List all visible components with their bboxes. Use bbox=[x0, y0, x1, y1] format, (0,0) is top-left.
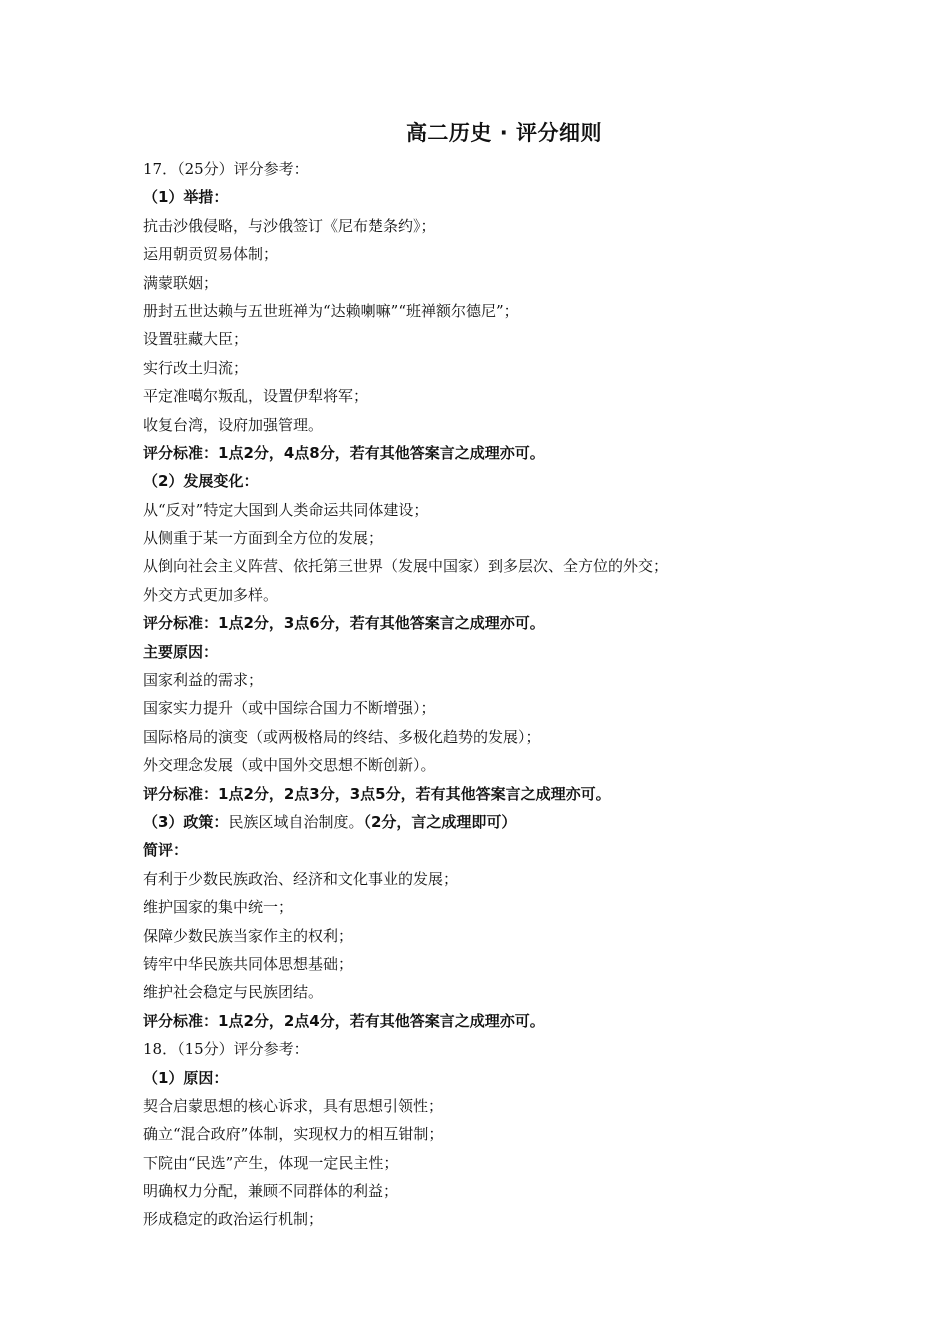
policy-answer: 民族区域自治制度。 bbox=[228, 812, 364, 831]
answer-line: 从倒向社会主义阵营、依托第三世界（发展中国家）到多层次、全方位的外交； bbox=[143, 557, 669, 576]
answer-line: 维护国家的集中统一； bbox=[143, 898, 294, 917]
answer-line: 铸牢中华民族共同体思想基础； bbox=[143, 954, 354, 973]
answer-line: 契合启蒙思想的核心诉求，具有思想引领性； bbox=[143, 1096, 444, 1115]
answer-line: 平定准噶尔叛乱，设置伊犁将军； bbox=[143, 387, 369, 406]
subsection-1-heading: （1）举措： bbox=[143, 188, 229, 207]
policy-score-note: （2分，言之成理即可） bbox=[363, 812, 517, 831]
answer-line: 外交理念发展（或中国外交思想不断创新）。 bbox=[143, 756, 436, 775]
answer-line: 国家实力提升（或中国综合国力不断增强）； bbox=[143, 699, 436, 718]
subsection-3-policy bbox=[143, 808, 863, 836]
subsection-1-heading: （1）原因： bbox=[143, 1068, 229, 1087]
subsection-2-heading: （2）发展变化： bbox=[143, 472, 259, 491]
section-17-header: 17．（25分）评分参考： bbox=[143, 160, 309, 178]
policy-label: （3）政策： bbox=[143, 812, 229, 831]
answer-line: 维护社会稳定与民族团结。 bbox=[143, 983, 324, 1002]
answer-line: 抗击沙俄侵略，与沙俄签订《尼布楚条约》； bbox=[143, 216, 436, 235]
answer-line: 下院由“民选”产生，体现一定民主性； bbox=[143, 1153, 399, 1172]
answer-line: 国家利益的需求； bbox=[143, 671, 264, 690]
main-reasons-heading: 主要原因： bbox=[143, 642, 219, 661]
answer-line: 运用朝贡贸易体制； bbox=[143, 245, 279, 264]
answer-line: 实行改土归流； bbox=[143, 358, 249, 377]
answer-line: 收复台湾，设府加强管理。 bbox=[143, 415, 324, 434]
page-title: 高二历史 · 评分细则 bbox=[405, 121, 603, 145]
answer-line: 国际格局的演变（或两极格局的终结、多极化趋势的发展）； bbox=[143, 727, 541, 746]
answer-line: 从侧重于某一方面到全方位的发展； bbox=[143, 529, 384, 548]
answer-line: 保障少数民族当家作主的权利； bbox=[143, 926, 354, 945]
section-18-header: 18．（15分）评分参考： bbox=[143, 1040, 309, 1059]
answer-line: 形成稳定的政治运行机制； bbox=[143, 1210, 324, 1229]
answer-line: 册封五世达赖与五世班禅为“达赖喇嘛”“班禅额尔德尼”； bbox=[143, 301, 519, 320]
scoring-standard: 评分标准：1点2分，2点4分，若有其他答案言之成理亦可。 bbox=[143, 1011, 545, 1030]
answer-line: 设置驻藏大臣； bbox=[143, 330, 249, 349]
answer-line: 明确权力分配，兼顾不同群体的利益； bbox=[143, 1182, 399, 1201]
document-body bbox=[143, 155, 863, 1234]
scoring-standard: 评分标准：1点2分，2点3分，3点5分，若有其他答案言之成理亦可。 bbox=[143, 784, 611, 803]
brief-comment-heading: 简评： bbox=[143, 841, 189, 860]
answer-line: 满蒙联姻； bbox=[143, 273, 219, 292]
answer-line: 确立“混合政府”体制，实现权力的相互钳制； bbox=[143, 1125, 444, 1144]
scoring-standard: 评分标准：1点2分，3点6分，若有其他答案言之成理亦可。 bbox=[143, 614, 545, 633]
scoring-standard: 评分标准：1点2分，4点8分，若有其他答案言之成理亦可。 bbox=[143, 443, 545, 462]
answer-line: 从“反对”特定大国到人类命运共同体建设； bbox=[143, 500, 429, 519]
answer-line: 有利于少数民族政治、经济和文化事业的发展； bbox=[143, 869, 459, 888]
answer-line: 外交方式更加多样。 bbox=[143, 585, 279, 604]
